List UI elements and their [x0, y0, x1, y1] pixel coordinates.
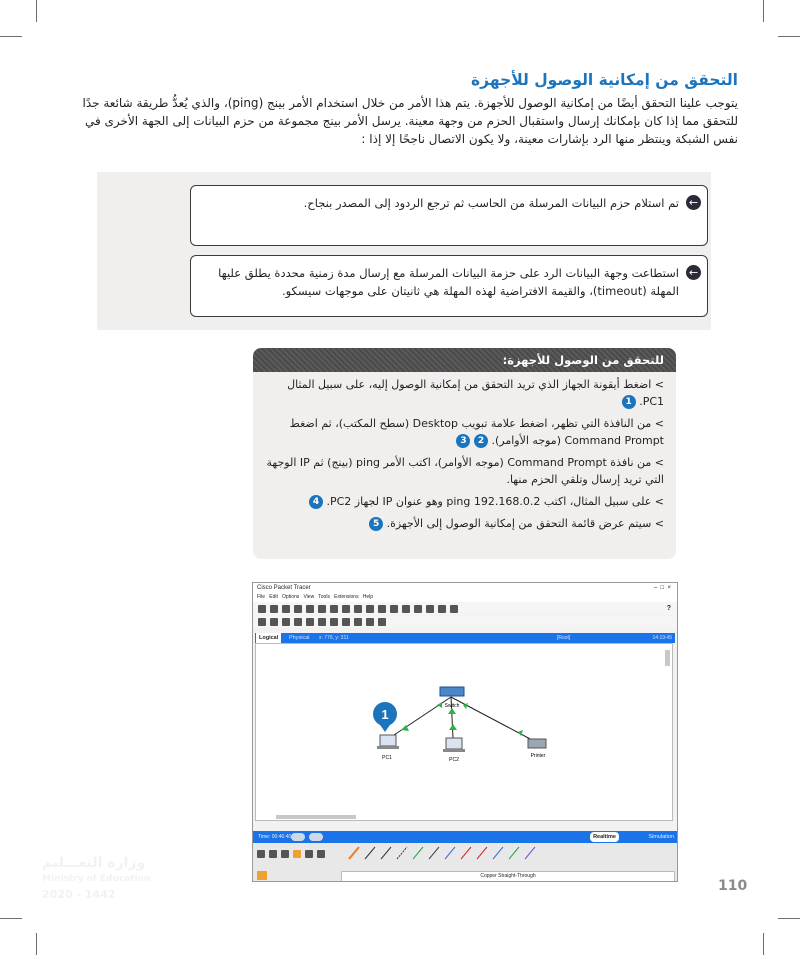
palette-icon[interactable]: [426, 605, 434, 613]
step-badge: 3: [456, 434, 470, 448]
pt-menu-item[interactable]: Options: [282, 594, 300, 600]
redo-icon[interactable]: [378, 605, 386, 613]
arrow-bullet-icon: ←: [686, 195, 701, 210]
ellipse-icon[interactable]: [342, 618, 350, 626]
tab-physical[interactable]: Physical: [289, 635, 310, 641]
callout-number: 1: [381, 707, 389, 722]
pt-menu-item[interactable]: File: [257, 594, 266, 600]
section-heading: التحقق من إمكانية الوصول للأجهزة: [471, 71, 738, 89]
pt-logical-canvas[interactable]: [255, 643, 673, 821]
intro-paragraph: يتوجب علينا التحقق أيضًا من إمكانية الوصول للأجهزة. يتم هذا الأمر من خلال استخدام الأمر بينج (ping)، والذي يُعدُّ طريقة شائعة جدًا للتحقق مما إذا كان بإمكانك إرسال واستقبال الحزم من وجهة معينة. يرسل الأمر بينج مجموعة من حزم البيانات إلى الجهة الأخرى في نفس الشبكة وينتظر منها الرد بإشارات معينة، ولا يكون الاتصال ناجحًا إلا إذا :: [82, 96, 738, 146]
step-badge: 4: [309, 495, 323, 509]
phone-cable-icon[interactable]: [429, 847, 439, 859]
pdu-icon[interactable]: [366, 618, 374, 626]
crop-mark: [0, 918, 22, 919]
power-cycle-button[interactable]: [291, 833, 305, 841]
copy-icon[interactable]: [342, 605, 350, 613]
vertical-scrollbar[interactable]: [665, 650, 670, 666]
root-label[interactable]: [Root]: [557, 635, 571, 641]
watermark-english: Ministry of Education: [42, 874, 151, 884]
topology-diagram: [256, 644, 672, 820]
crop-mark: [36, 0, 37, 22]
clock-readout: 14:19:45: [652, 635, 672, 641]
coaxial-cable-icon[interactable]: [445, 847, 455, 859]
help-icon[interactable]: ?: [666, 605, 671, 612]
step-item: > اضغط أيقونة الجهاز الذي تريد التحقق من إمكانية الوصول إليه، على سبيل المثال PC1. 1: [287, 378, 664, 408]
rectangle-icon[interactable]: [330, 618, 338, 626]
auto-cable-icon[interactable]: [349, 847, 359, 859]
connections-category-icon[interactable]: [293, 850, 301, 858]
freeform-icon[interactable]: [354, 618, 362, 626]
pt-toolbar-2: [253, 616, 677, 628]
pc2-device[interactable]: [443, 738, 465, 763]
zoom-out-icon[interactable]: [414, 605, 422, 613]
note-icon[interactable]: [306, 618, 314, 626]
tab-logical[interactable]: Logical: [256, 633, 281, 643]
panel-title: للتحقق من الوصول للأجهزة:: [253, 348, 676, 372]
print-icon[interactable]: [294, 605, 302, 613]
step-item: > على سبيل المثال، اكتب ping 192.168.0.2 وهو عنوان IP لجهاز PC2. 4: [261, 493, 664, 510]
console-cable-icon[interactable]: [365, 847, 375, 859]
page-number: 110: [718, 878, 748, 894]
paste-icon[interactable]: [354, 605, 362, 613]
crop-mark: [763, 933, 764, 955]
coords-readout: x: 776, y: 311: [319, 635, 349, 641]
step-badge: 5: [369, 517, 383, 531]
serial-dce-cable-icon[interactable]: [461, 847, 471, 859]
link-status-icon: [449, 724, 457, 730]
step-item: > من النافذة التي تظهر، اضغط علامة تبويب Desktop (سطح المكتب)، ثم اضغط Command Prompt (موجه الأوامر). 2 3: [289, 417, 664, 447]
condition-box-1: [190, 185, 708, 246]
fiber-cable-icon[interactable]: [413, 847, 423, 859]
callout-marker: [373, 702, 397, 732]
custom-device-icon[interactable]: [438, 605, 446, 613]
arrow-bullet-icon: ←: [686, 265, 701, 280]
pt-window-title: Cisco Packet Tracer: [257, 585, 311, 591]
ministry-watermark: [42, 855, 150, 903]
link-status-icon: [437, 702, 442, 708]
network-icon[interactable]: [330, 605, 338, 613]
condition-text: تم استلام حزم البيانات المرسلة من الحاسب ثم ترجع الردود إلى المصدر بنجاح.: [303, 196, 679, 210]
pt-menu-item[interactable]: Help: [362, 594, 374, 600]
pt-workspace-tabs: [255, 633, 675, 643]
pt-time-bar: [253, 831, 677, 843]
pt-toolbar: [253, 602, 677, 615]
time-readout: Time: 00:46:40: [258, 834, 292, 840]
router-category-icon[interactable]: [257, 850, 265, 858]
zoom-in-icon[interactable]: [390, 605, 398, 613]
crop-mark: [778, 918, 800, 919]
cable-description: Copper Straight-Through: [341, 871, 675, 882]
cable-types: [345, 845, 545, 861]
usb-cable-icon[interactable]: [525, 847, 535, 859]
octal-cable-icon[interactable]: [493, 847, 503, 859]
serial-dte-cable-icon[interactable]: [477, 847, 487, 859]
cable-icons: [345, 845, 545, 861]
horizontal-scrollbar[interactable]: [276, 815, 356, 819]
crop-mark: [36, 933, 37, 955]
undo-icon[interactable]: [366, 605, 374, 613]
window-controls[interactable]: – □ ×: [653, 585, 671, 591]
watermark-arabic: وزارة التعـــليم: [42, 855, 146, 871]
wizard-icon[interactable]: [318, 605, 326, 613]
step-item: > سيتم عرض قائمة التحقق من إمكانية الوصول إلى الأجهزة. 5: [261, 515, 664, 532]
simulation-mode-button[interactable]: Simulation: [648, 834, 674, 840]
packet-tracer-screenshot: [252, 582, 678, 882]
pc1-label: PC1: [382, 755, 392, 761]
watermark-year: 2020 - 1442: [42, 888, 116, 901]
selected-cable-icon[interactable]: [257, 871, 267, 880]
hub-category-icon[interactable]: [281, 850, 289, 858]
save-icon[interactable]: [282, 605, 290, 613]
wireless-category-icon[interactable]: [317, 850, 325, 858]
link-switch-printer: [451, 697, 534, 741]
straight-cable-icon[interactable]: [381, 847, 391, 859]
zoom-reset-icon[interactable]: [402, 605, 410, 613]
pc2-label: PC2: [449, 757, 459, 763]
crop-mark: [0, 36, 22, 37]
line-icon[interactable]: [318, 618, 326, 626]
condition-text: استطاعت وجهة البيانات الرد على حزمة البيانات المرسلة مع إرسال مدة زمنية محددة يطلق عليها المهلة (timeout)، والقيمة الافتراضية لهذه المهلة هي ثانيتان على موجهات سيسكو.: [218, 266, 679, 298]
info-icon[interactable]: [306, 605, 314, 613]
step-badge: 1: [622, 395, 636, 409]
switch-category-icon[interactable]: [269, 850, 277, 858]
pt-menu-item[interactable]: Tools: [318, 594, 330, 600]
complex-pdu-icon[interactable]: [378, 618, 386, 626]
pt-menu-item[interactable]: Extensions: [334, 594, 359, 600]
crop-mark: [778, 36, 800, 37]
new-file-icon[interactable]: [258, 605, 266, 613]
pc1-device[interactable]: [377, 735, 399, 761]
end-devices-category-icon[interactable]: [305, 850, 313, 858]
fast-forward-button[interactable]: [309, 833, 323, 841]
pt-menu-item[interactable]: Edit: [269, 594, 278, 600]
capture-icon[interactable]: [450, 605, 458, 613]
pt-menu-bar: [253, 593, 677, 602]
switch-label: Switch: [444, 703, 460, 709]
step-badge: 2: [474, 434, 488, 448]
pt-device-palette: [253, 843, 677, 881]
iot-cable-icon[interactable]: [509, 847, 519, 859]
open-folder-icon[interactable]: [270, 605, 278, 613]
cross-cable-icon[interactable]: [397, 847, 407, 859]
steps-list: [253, 372, 676, 532]
crop-mark: [763, 0, 764, 22]
pt-menu-item[interactable]: View: [303, 594, 315, 600]
search-icon[interactable]: [270, 618, 278, 626]
condition-box-2: [190, 255, 708, 317]
delete-icon[interactable]: [282, 618, 290, 626]
pt-title-bar: [253, 583, 677, 593]
printer-label: Printer: [530, 753, 546, 759]
printer-device[interactable]: [528, 739, 546, 759]
step-item: > من نافذة Command Prompt (موجه الأوامر)، اكتب الأمر ping (بينج) ثم IP الوجهة التي تريد إرسال وتلقي الحزم منها.: [266, 456, 664, 486]
resize-icon[interactable]: [294, 618, 302, 626]
realtime-mode-button[interactable]: Realtime: [590, 832, 619, 842]
select-icon[interactable]: [258, 618, 266, 626]
device-categories: [255, 845, 339, 859]
instructions-panel: [253, 348, 676, 559]
